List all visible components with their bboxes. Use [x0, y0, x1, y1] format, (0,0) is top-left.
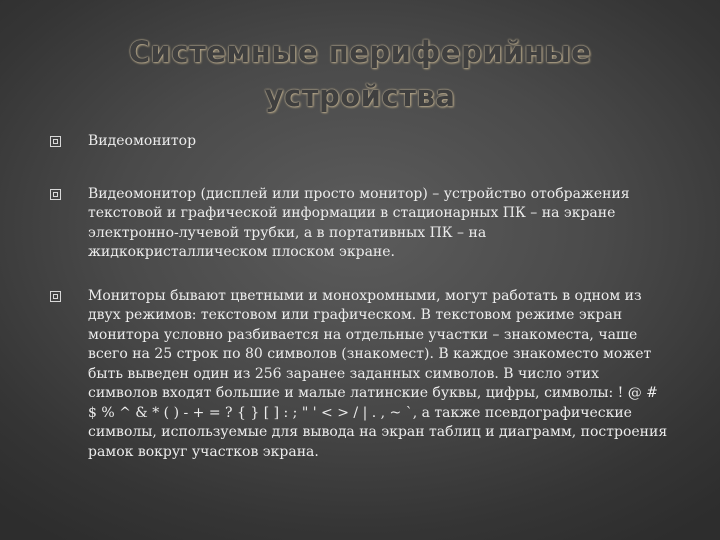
- square-bullet-icon: [50, 189, 61, 200]
- bullet-item: [50, 287, 670, 463]
- bullet-item: [50, 132, 670, 152]
- slide-title-line-2: устройства: [264, 79, 456, 113]
- slide-title-line-1: Системные периферийные: [128, 35, 592, 69]
- square-bullet-icon: [50, 136, 61, 147]
- bullet-text: Видеомонитор: [88, 133, 197, 149]
- slide-title: [60, 30, 660, 118]
- bullet-list: [50, 132, 670, 462]
- bullet-text: Мониторы бывают цветными и монохромными, могут работать в одном из двух режимов: текстовом или графическом. В текстовом режиме экран монитора условно разбивается на отдельные участки – знакоместа, чаше всего на 25 строк по 80 символов (знакомест). В каждое знакоместо может быть выведен один из 256 заранее заданных символов. В число этих символов входят большие и малые латинские буквы, цифры, символы: ! @ # $ % ^ & * ( ) - + = ? { } [ ] : ; " ' < > / | . , ~ `, а также псевдографические символы, используемые для вывода на экран таблиц и диаграмм, построения рамок вокруг участков экрана.: [88, 287, 668, 460]
- bullet-item: [50, 185, 670, 263]
- square-bullet-icon: [50, 291, 61, 302]
- bullet-text: Видеомонитор (дисплей или просто монитор) – устройство отображения текстовой и графической информации в стационарных ПК – на экране электронно-лучевой трубки, а в портативных ПК – на жидкокристаллическом плоском экране.: [88, 185, 630, 260]
